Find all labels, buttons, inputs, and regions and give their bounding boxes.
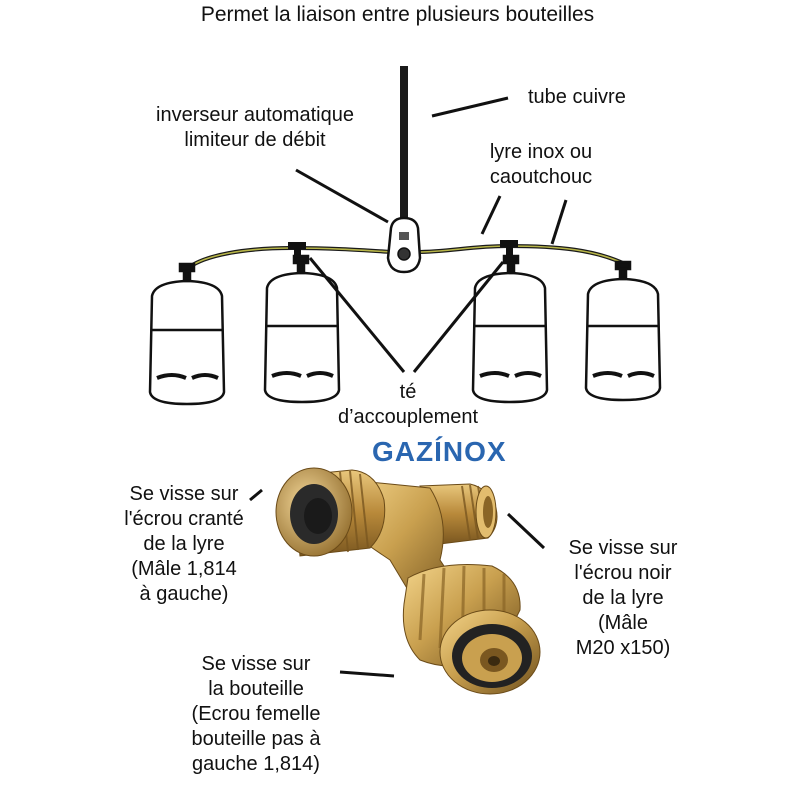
right-part-line: (Mâle bbox=[597, 612, 648, 634]
bottom-part-line: (Ecrou femelle bbox=[191, 703, 321, 725]
hose-line bbox=[416, 246, 625, 264]
label-lyre-line2: caoutchouc bbox=[489, 166, 593, 188]
label-inverseur-line1: inverseur automatique bbox=[156, 104, 354, 126]
label-inverseur bbox=[112, 103, 398, 153]
left-part-line: l'écrou cranté bbox=[124, 508, 244, 530]
left-part-line: Se visse sur bbox=[129, 483, 239, 505]
gazinox-logo-text: GAZÍNOX bbox=[372, 436, 507, 467]
left-part-line: à gauche) bbox=[139, 583, 229, 605]
bottom-part-line: la bouteille bbox=[208, 678, 304, 700]
label-tube-cuivre: tube cuivre bbox=[528, 86, 626, 108]
automatic-inverter bbox=[388, 218, 420, 272]
bottom-part-line: bouteille pas à bbox=[191, 728, 321, 750]
label-lyre bbox=[452, 140, 630, 190]
label-bottom-part bbox=[158, 652, 354, 777]
label-lyre-line1: lyre inox ou bbox=[489, 141, 593, 163]
right-part-line: M20 x150) bbox=[575, 637, 671, 659]
left-part-line: de la lyre bbox=[143, 533, 225, 555]
bottom-part-line: gauche 1,814) bbox=[192, 753, 320, 775]
gas-bottle-4 bbox=[586, 262, 660, 400]
label-te-line1: té bbox=[399, 381, 417, 403]
label-left-part bbox=[96, 482, 272, 607]
label-right-part bbox=[540, 536, 706, 661]
label-inverseur-line2: limiteur de débit bbox=[184, 129, 326, 151]
page-title: Permet la liaison entre plusieurs bouteilles bbox=[200, 3, 595, 26]
bottom-part-line: Se visse sur bbox=[201, 653, 311, 675]
right-part-line: Se visse sur bbox=[568, 537, 678, 559]
right-part-line: l'écrou noir bbox=[574, 562, 672, 584]
gazinox-logo bbox=[372, 436, 528, 472]
gas-bottle-1 bbox=[150, 264, 224, 404]
copper-tube bbox=[400, 66, 408, 224]
left-part-line: (Mâle 1,814 bbox=[131, 558, 237, 580]
label-te-line2: d’accouplement bbox=[337, 406, 479, 428]
right-part-line: de la lyre bbox=[582, 587, 664, 609]
tee-fitting-right bbox=[500, 240, 518, 257]
label-te-accouplement bbox=[318, 380, 498, 430]
